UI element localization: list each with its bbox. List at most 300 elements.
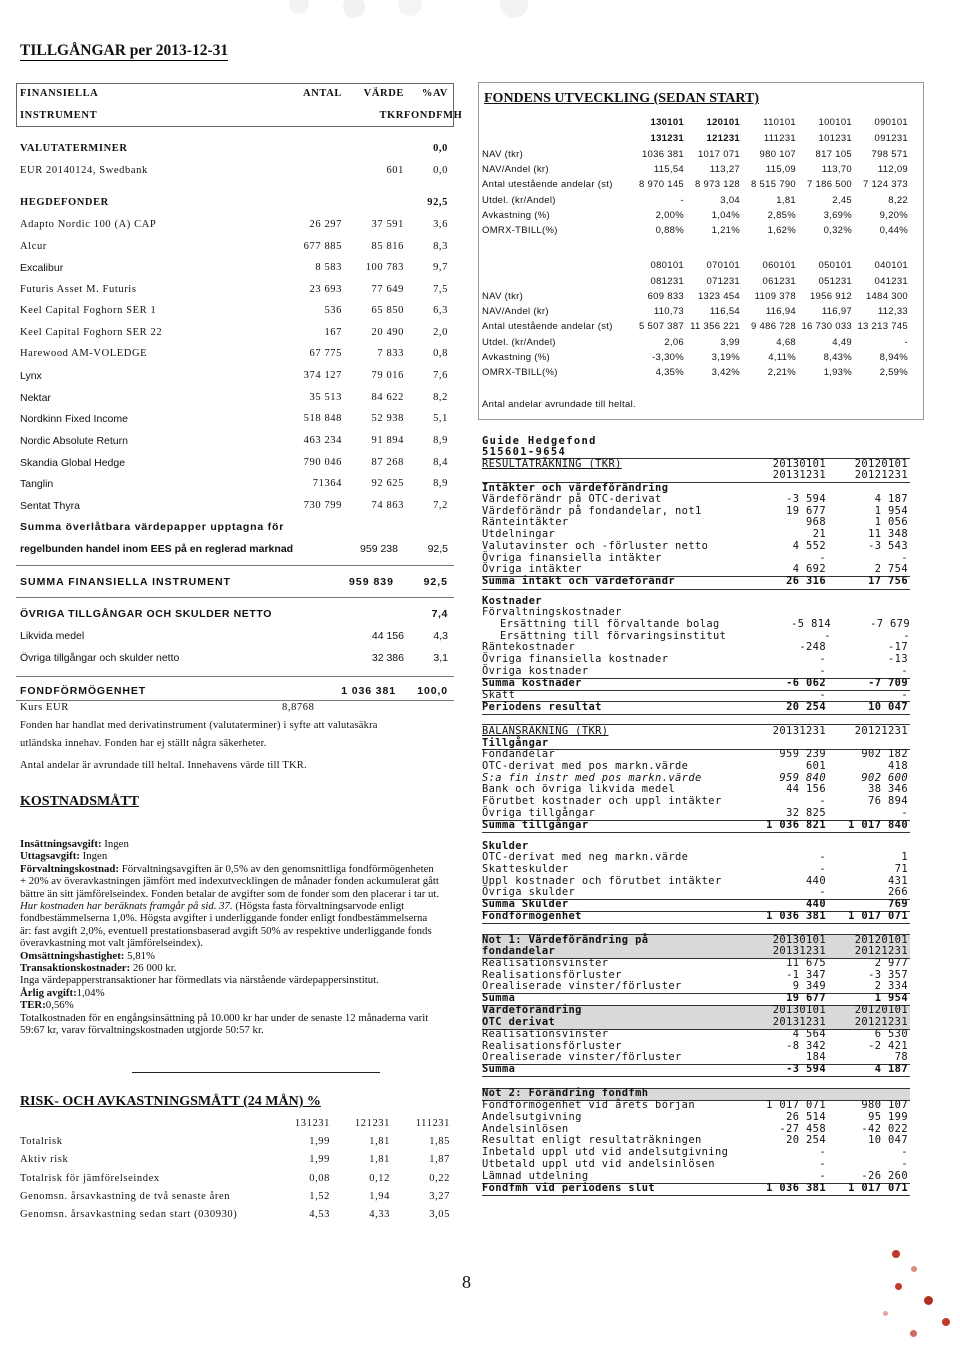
holding-antal: 71364 — [312, 478, 342, 489]
fond-row-value: -3,30% — [652, 351, 684, 363]
holding-antal: 536 — [324, 305, 342, 316]
fond-row-value: 1017 071 — [697, 149, 740, 160]
statement-row-a: - — [819, 886, 826, 899]
risk-title: RISK- OCH AVKASTNINGSMÅTT (24 MÅN) % — [20, 1094, 321, 1109]
statement-row-a: 20 254 — [786, 1134, 826, 1147]
fond-row-value: 1109 378 — [754, 291, 796, 302]
fond-row — [482, 337, 912, 348]
likvida-row — [20, 630, 448, 642]
fond-row-value: 2,21% — [767, 367, 796, 378]
kostnader-sub — [482, 607, 910, 619]
res-col: 20121231 — [854, 469, 908, 481]
k-label: Omsättningshastighet: — [20, 949, 125, 962]
holding-name: Tanglin — [20, 478, 54, 490]
statement-row-b: 11 348 — [868, 528, 908, 541]
bal-fondform-name: Fondförmögenhet — [482, 910, 582, 922]
risk-header — [20, 1118, 450, 1129]
holding-antal: 8 583 — [315, 262, 342, 273]
holding-row — [20, 284, 448, 295]
statement-row-name: Inbetald uppl utd vid andelsutgivning — [482, 1146, 729, 1159]
summa-sk-a: 440 — [806, 898, 826, 910]
k-value: (Högsta fasta förvaltningsarvode enligt fondbestämmelserna 1,0%. Högsta avgifter i underliggande fonder enligt fondbestämmelserna är: fast avgift 2,0%, eventuell prestationsbaserad avgift 50% av respektive underliggande fonds överavkastning mot valt jämförelseindex). — [20, 900, 432, 950]
skatt-b: - — [901, 689, 908, 701]
fond-row-value: 7 186 500 — [807, 179, 852, 191]
holding-varde: 87 268 — [371, 457, 404, 468]
decor-circle — [289, 0, 309, 14]
statement-row-b: 266 — [888, 886, 908, 899]
fond-col: 040101 — [874, 260, 908, 271]
risk-row — [20, 1191, 450, 1202]
fond-row-value: 1,81 — [776, 194, 796, 206]
kurs-value: 8,8768 — [282, 702, 315, 713]
statement-row-b: -7 679 — [870, 618, 910, 630]
risk-value: 1,81 — [369, 1154, 390, 1166]
fond-row-value: 112,33 — [877, 306, 908, 318]
fond-row — [482, 321, 912, 332]
divider — [16, 565, 454, 566]
summa-till-row — [482, 820, 910, 832]
fond-row-value: 1,93% — [823, 367, 852, 378]
holding-pct: 8,4 — [433, 457, 448, 468]
kurs-row — [20, 702, 448, 713]
fond-row-value: 8 515 790 — [751, 179, 796, 191]
fond-col: 091231 — [874, 133, 908, 144]
holding-pct: 2,0 — [433, 327, 448, 338]
statement-row-b: - — [901, 807, 908, 819]
fond-row-value: 9 486 728 — [751, 321, 796, 333]
statement-row-name: Utdelningar — [482, 528, 556, 541]
decor-circle — [942, 1318, 950, 1326]
fond-row-value: 2,45 — [832, 194, 852, 206]
statement-row-a: 44 156 — [786, 783, 826, 796]
risk-name: Genomsn. årsavkastning de två senaste åren — [20, 1190, 231, 1202]
fond-row-name: NAV (tkr) — [482, 291, 524, 302]
holding-pct: 8,2 — [433, 392, 448, 403]
statement-row-name: Övriga finansiella intäkter — [482, 551, 662, 564]
res-col: 20130101 — [772, 458, 826, 470]
summa-kost-b: -7 709 — [868, 677, 908, 689]
fond-row-name: Avkastning (%) — [482, 351, 550, 363]
not2-slut-a: 1 036 381 — [766, 1182, 826, 1194]
holdings-head-row2 — [20, 110, 463, 121]
not1-head2 — [482, 946, 910, 958]
decor-circle — [911, 1266, 917, 1272]
statement-row-a: - — [819, 551, 826, 564]
statement-row — [482, 761, 910, 773]
statement-row-b: 71 — [894, 862, 908, 875]
statement-row-a: 19 677 — [786, 504, 826, 517]
till-title: Tillgångar — [482, 737, 549, 749]
summa-intakt-a: 26 316 — [786, 575, 826, 587]
fond-row — [482, 210, 912, 221]
fund-name: Guide Hedgefond — [482, 435, 597, 447]
statement-row-a: 9 349 — [792, 980, 826, 993]
holding-varde: 84 622 — [371, 392, 404, 403]
col-fondfmh: FONDFMH — [404, 110, 463, 121]
summa-kost-row — [482, 678, 910, 690]
k-value: 1,04% — [76, 986, 105, 999]
statement-row-name: Ersättning till förvaringsinstitut — [500, 629, 727, 642]
holding-pct: 9,7 — [433, 262, 448, 273]
k-value: Inga värdepapperstransaktioner har förmedlats via närstående värdepappersinstitut. — [20, 974, 379, 987]
fond-row-value: 113,70 — [821, 164, 852, 176]
risk-value: 4,53 — [309, 1209, 330, 1221]
holding-varde: 52 938 — [371, 413, 404, 424]
holding-antal: 374 127 — [303, 370, 342, 381]
fond-row-value: 0,44% — [879, 225, 908, 236]
blank — [260, 165, 342, 176]
statement-row-name: Lämnad utdelning — [482, 1169, 589, 1182]
summa-intakt-name: Summa intäkt och värdeförändr — [482, 575, 676, 587]
risk-name: Totalrisk för jämförelseindex — [20, 1172, 160, 1184]
holding-antal: 35 513 — [309, 392, 342, 403]
summa-line1 — [20, 521, 448, 533]
holding-varde: 91 894 — [371, 435, 404, 446]
risk-value: 1,87 — [429, 1154, 450, 1166]
statement-row-b: 6 530 — [874, 1028, 908, 1040]
decor-circle — [924, 1296, 933, 1305]
k-value: 26 000 kr. — [130, 962, 177, 975]
k-label: Hur kostnaden har beräknats framgår på sid. 37. — [20, 900, 233, 913]
statement-row — [482, 541, 910, 553]
summa-sk-row — [482, 899, 910, 911]
summa-till-b: 1 017 840 — [848, 819, 908, 831]
statement-row-name: Övriga kostnader — [482, 664, 589, 677]
statement-row-a: 4 692 — [792, 563, 826, 576]
statement-row-a: -248 — [799, 641, 826, 654]
valuta-pct: 0,0 — [433, 165, 448, 176]
summa-till-a: 1 036 821 — [766, 819, 826, 831]
likvida-pct: 4,3 — [433, 630, 448, 642]
statement-row-a: 4 564 — [792, 1028, 826, 1040]
col-instrument: INSTRUMENT — [20, 110, 98, 121]
divider — [132, 1072, 380, 1073]
fond-row-value: 2,85% — [767, 209, 796, 221]
statement-row-a: -1 347 — [786, 968, 826, 981]
fond-col: 111231 — [763, 133, 796, 144]
statement-row-name: Orealiserade vinster/förluster — [482, 980, 682, 993]
fond-row-value: 817 105 — [815, 149, 852, 160]
divider — [482, 714, 910, 715]
holding-antal: 463 234 — [303, 435, 342, 446]
fond-row-value: 8 973 128 — [695, 179, 740, 191]
blank — [482, 276, 628, 287]
holding-antal: 518 848 — [303, 413, 342, 424]
not1-summa2-row — [482, 1064, 910, 1076]
statement-row-name: Realisationsförluster — [482, 1039, 622, 1052]
risk-col: 111231 — [415, 1118, 450, 1129]
periodens-b: 10 047 — [868, 701, 908, 713]
res-col: 20120101 — [854, 458, 908, 470]
holding-pct: 3,6 — [433, 219, 448, 230]
holding-varde: 77 649 — [371, 284, 404, 295]
orgnr: 515601-9654 — [482, 446, 567, 458]
statement-row-a: -8 342 — [786, 1039, 826, 1052]
divider — [482, 589, 910, 590]
blank — [482, 133, 628, 144]
holding-row — [20, 435, 448, 447]
k-value: 0,56% — [45, 999, 74, 1012]
bal-col: 20131231 — [772, 725, 826, 737]
statement-row-a: - — [819, 664, 826, 677]
statement-row-name: Utbetald uppl utd vid andelsinlösen — [482, 1158, 715, 1170]
periodens-name: Periodens resultat — [482, 701, 602, 713]
fond-row-value: 798 571 — [871, 149, 908, 160]
holding-varde: 85 816 — [371, 241, 404, 252]
not1-col: 20120101 — [854, 934, 908, 946]
statement-row-name: OTC-derivat med neg markn.värde — [482, 851, 689, 863]
kurs-label: Kurs EUR — [20, 702, 69, 713]
statement-row — [482, 1112, 910, 1124]
fond-row — [482, 306, 912, 317]
statement-row-a: 26 514 — [786, 1110, 826, 1123]
fond-row-value: 4,68 — [776, 336, 796, 348]
fond-col: 081231 — [650, 276, 684, 287]
intakter-title: Intäkter och värdeförändring — [482, 482, 669, 494]
risk-value: 1,99 — [309, 1136, 330, 1147]
not1-col: 20120101 — [854, 1004, 908, 1016]
statement-row-name: Värdeförändr på fondandelar, not1 — [482, 504, 702, 517]
holding-varde: 20 490 — [371, 327, 404, 338]
blank — [482, 260, 628, 271]
statement-row-b: 1 056 — [874, 516, 908, 529]
k-label: Insättningsavgift: — [20, 838, 102, 850]
holding-row — [20, 413, 448, 425]
col-empty — [260, 110, 342, 121]
holding-row — [20, 500, 448, 512]
statement-row — [482, 1029, 910, 1041]
holding-varde: 7 833 — [377, 348, 404, 359]
statement-row-name: Värdeförändr på OTC-derivat — [482, 493, 662, 505]
fond-row-value: 4,49 — [832, 336, 852, 348]
fond-row-name: NAV (tkr) — [482, 149, 524, 160]
res-col: 20131231 — [772, 469, 826, 481]
not1-title-1: Not 1: Värdeförändring på — [482, 934, 649, 946]
fond-row-value: 110,73 — [653, 306, 684, 318]
statement-row-a: - — [819, 653, 826, 666]
holding-name: Skandia Global Hedge — [20, 457, 126, 469]
skulder-title: Skulder — [482, 840, 529, 852]
statement-row-name: S:a fin instr med pos markn.värde — [482, 771, 702, 784]
fond-col: 080101 — [650, 260, 684, 271]
not1-col: 20131231 — [772, 945, 826, 957]
statement-row-b: 902 600 — [861, 771, 908, 784]
not2-head — [482, 1088, 910, 1100]
holding-varde: 37 591 — [371, 219, 404, 230]
statement-row-a: 1 017 071 — [766, 1099, 826, 1111]
statement-row-b: -13 — [888, 653, 908, 666]
holding-name: Lynx — [20, 370, 42, 382]
statement-row-a: 959 840 — [779, 771, 826, 784]
fond-row-name: OMRX-TBILL(%) — [482, 225, 558, 236]
statement-row — [482, 981, 910, 993]
holding-varde: 74 863 — [371, 500, 404, 511]
col-pct: %AV — [421, 88, 448, 99]
holding-antal: 167 — [324, 327, 342, 338]
not1-title-2: fondandelar — [482, 945, 556, 957]
blank — [260, 652, 342, 664]
statement-row-a: - — [819, 1158, 826, 1170]
statement-row-b: 980 107 — [861, 1099, 908, 1111]
fond-row-value: 16 730 033 — [801, 321, 852, 333]
fond-h1a — [482, 117, 912, 128]
bal-fondform-a: 1 036 381 — [766, 910, 826, 922]
divider — [482, 923, 910, 924]
fond-row-value: 1484 300 — [865, 291, 908, 302]
not1-summa-a: 19 677 — [786, 992, 826, 1004]
risk-value: 1,81 — [369, 1136, 390, 1147]
statement-row-a: 184 — [806, 1051, 826, 1064]
summa-text-1: Summa överlåtbara värdepapper upptagna för — [20, 521, 285, 533]
divider — [16, 597, 454, 598]
k-label: Uttagsavgift: — [20, 850, 80, 863]
statement-row-b: -26 260 — [861, 1169, 908, 1182]
fond-row-value: 115,54 — [653, 164, 684, 176]
fond-col: 070101 — [706, 260, 740, 271]
not2-slut-row — [482, 1183, 910, 1195]
statement-row-a: - — [824, 629, 832, 642]
summa-sk-b: 769 — [888, 898, 908, 910]
holding-antal: 730 799 — [303, 500, 342, 511]
fond-row — [482, 291, 912, 302]
statement-row-name: Räntekostnader — [482, 641, 576, 654]
ovriga-row — [20, 608, 448, 620]
holding-pct: 8,3 — [433, 241, 448, 252]
res-title: RESULTATRÄKNING (TKR) — [482, 458, 622, 470]
fond-col: 120101 — [706, 117, 740, 128]
statement-row — [482, 619, 910, 631]
holding-name: Excalibur — [20, 262, 64, 274]
fond-col: 060101 — [762, 260, 796, 271]
holding-pct: 5,1 — [433, 413, 448, 424]
blank — [482, 470, 744, 482]
divider — [482, 832, 910, 833]
valuta-title-row — [20, 143, 448, 154]
statement-row-b: - — [901, 1146, 908, 1159]
note-line — [20, 738, 448, 749]
statement-row-a: 32 825 — [786, 807, 826, 819]
holding-pct: 7,5 — [433, 284, 448, 295]
decor-circle — [892, 1250, 900, 1258]
fond-row-value: 116,54 — [709, 306, 740, 318]
statement-row-b: - — [901, 551, 908, 564]
holding-varde: 79 016 — [371, 370, 404, 381]
fond-row-value: 2,00% — [655, 209, 684, 221]
bal-fondform-row — [482, 911, 910, 923]
fond-row-value: 4,35% — [655, 367, 684, 378]
summa-till-name: Summa tillgångar — [482, 819, 589, 831]
decor-circle — [895, 1283, 902, 1290]
holding-row — [20, 478, 448, 490]
not2-title: Not 2: Förändring fondfmh — [482, 1087, 649, 1099]
fin-total-name: SUMMA FINANSIELLA INSTRUMENT — [20, 576, 231, 588]
fond-row-name: Utdel. (kr/Andel) — [482, 336, 556, 348]
fond-row — [482, 164, 912, 175]
note-2: utländska innehav. Fonden har ej ställt några säkerheter. — [20, 738, 267, 749]
statement-row-b: 76 894 — [868, 795, 908, 808]
holding-pct: 7,6 — [433, 370, 448, 381]
fond-row-value: 116,97 — [821, 306, 852, 318]
fond-row-value: 8 970 145 — [639, 179, 684, 191]
statement-row-b: 2 334 — [874, 980, 908, 993]
holding-row — [20, 262, 448, 274]
note-3: Antal andelar är avrundade till heltal. Innehavens värde till TKR. — [20, 760, 307, 771]
statement-row-b: 418 — [888, 759, 908, 772]
risk-value: 0,12 — [369, 1172, 390, 1184]
fond-h2b — [482, 276, 912, 287]
statement-row-b: 38 346 — [868, 783, 908, 796]
fond-col: 101231 — [818, 133, 852, 144]
summa-row — [20, 543, 448, 555]
fin-total-value: 959 839 — [349, 576, 394, 588]
fin-total-pct: 92,5 — [423, 576, 448, 588]
fond-row-value: 980 107 — [759, 149, 796, 160]
statement-row-a: - — [819, 1146, 826, 1159]
blank — [260, 630, 342, 642]
statement-row-name: Förutbet kostnader och uppl intäkter — [482, 795, 722, 808]
bal-title: BALANSRÄKNING (TKR) — [482, 725, 609, 737]
statement-row-b: 78 — [894, 1051, 908, 1064]
statement-row-b: 431 — [888, 874, 908, 887]
holding-pct: 7,2 — [433, 500, 448, 511]
divider — [16, 676, 454, 677]
statement-row-name: Bank och övriga likvida medel — [482, 783, 676, 796]
holding-pct: 8,9 — [433, 478, 448, 489]
holding-pct: 6,3 — [433, 305, 448, 316]
statement-row-name: Resultat enligt resultaträkningen — [482, 1134, 702, 1147]
holding-row — [20, 241, 448, 252]
holding-row — [20, 305, 448, 316]
fond-row-value: 0,88% — [655, 225, 684, 236]
kostnader-title: Kostnader — [482, 595, 542, 607]
fond-row-value: 0,32% — [823, 225, 852, 236]
bal-col: 20121231 — [854, 725, 908, 737]
holding-row — [20, 219, 448, 230]
fond-row-value: - — [680, 194, 684, 206]
not1-summa2-name: Summa — [482, 1063, 516, 1075]
statement-row-b: -2 421 — [868, 1039, 908, 1052]
blank — [260, 197, 342, 208]
valuta-row — [20, 165, 448, 176]
summa-kost-name: Summa kostnader — [482, 677, 582, 689]
k-value: Totalkostnaden för en engångsinsättning på 10.000 kr har under de senaste 12 månaderna varit 59:67 kr, varav förvaltningskostnaden utgjorde 50:57 kr. — [20, 1011, 429, 1037]
note-line — [20, 720, 448, 731]
k-label: Transaktionskostnader: — [20, 962, 131, 975]
fondform-row — [20, 685, 448, 697]
fond-row — [482, 149, 912, 160]
statement-row-b: 1 954 — [874, 504, 908, 517]
likvida-name: Likvida medel — [20, 630, 85, 642]
risk-value: 1,85 — [429, 1136, 450, 1147]
statement-row-b: 10 047 — [868, 1134, 908, 1147]
fond-row-value: 3,69% — [823, 209, 852, 221]
fond-row-value: - — [904, 336, 908, 348]
risk-name: Totalrisk — [20, 1136, 63, 1147]
fond-row-value: 1,04% — [711, 209, 740, 221]
statement-row-b: - — [901, 664, 908, 677]
blank — [260, 143, 342, 154]
summa-sk-name: Summa Skulder — [482, 898, 569, 910]
divider — [482, 1076, 910, 1077]
not1-v-head1 — [482, 1005, 910, 1017]
fond-row-value: 1323 454 — [697, 291, 740, 302]
statement-row — [482, 864, 910, 876]
statement-row-b: -17 — [888, 641, 908, 654]
holding-name: Nordkinn Fixed Income — [20, 413, 128, 425]
holding-antal: 67 775 — [309, 348, 342, 359]
statement-row-a: 601 — [806, 759, 826, 772]
fond-row-value: 113,27 — [709, 164, 740, 176]
